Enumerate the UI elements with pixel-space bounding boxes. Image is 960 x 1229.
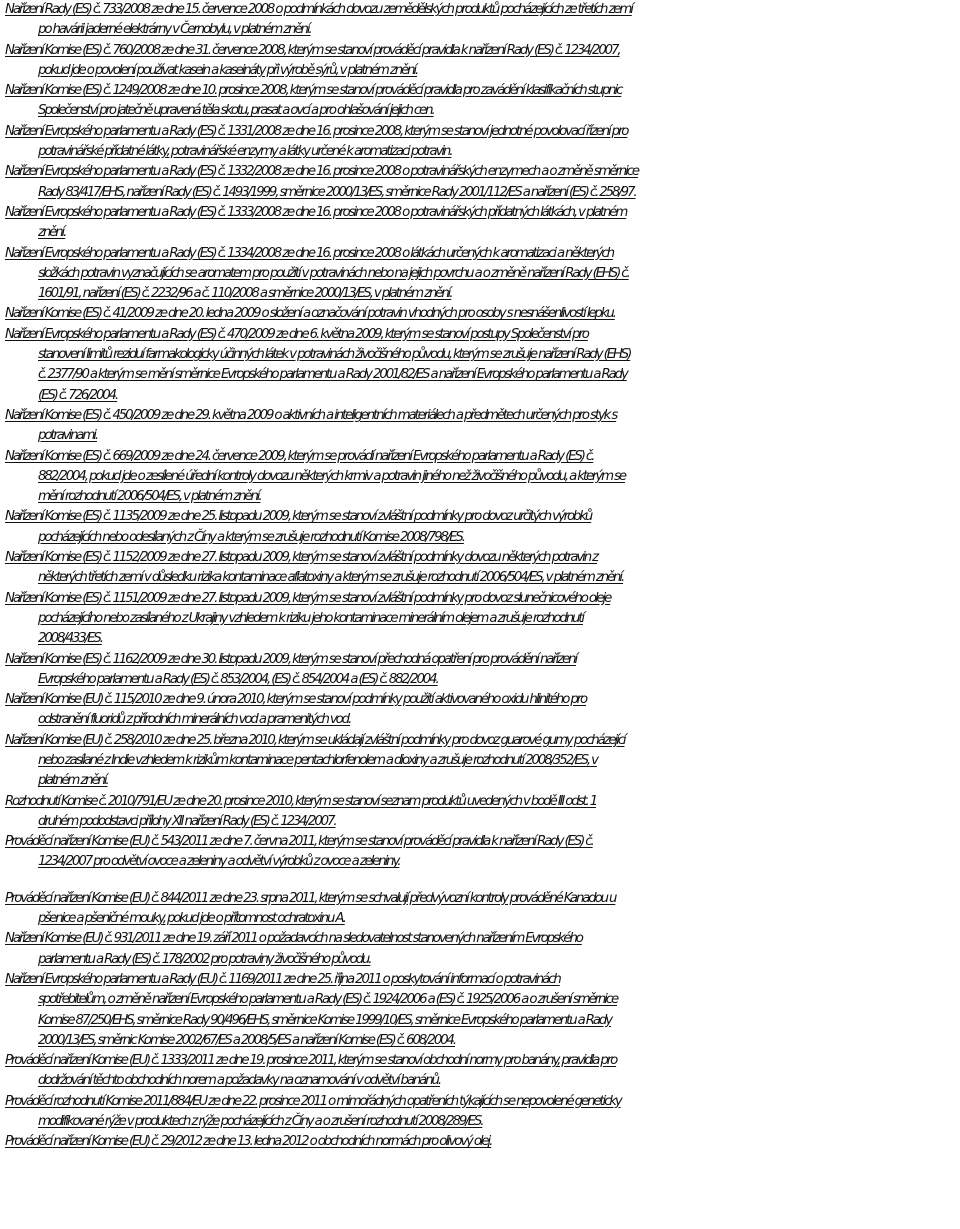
regulation-continuation-line[interactable]: 2008/433/ES. [38,631,102,647]
regulation-continuation-line[interactable]: pšenice a pšeničné mouky, pokud jde o přítomnost ochratoxinu A. [38,911,345,927]
regulation-continuation-line[interactable]: potravinářské přídatné látky, potravinářské enzymy a látky určené k aromatizaci potravin. [38,144,452,160]
regulation-entry[interactable] [5,203,960,244]
regulation-title-line[interactable]: Nařízení Evropského parlamentu a Rady (ES) č. 1333/2008 ze dne 16. prosince 2008 o potravinářských přídatných látkách, v platném [5,204,627,220]
regulation-entry[interactable] [5,548,960,589]
regulation-entry[interactable] [5,81,960,122]
regulation-title-line[interactable]: Nařízení Komise (EU) č. 258/2010 ze dne 25. března 2010, kterým se ukládají zvláštní podmínky pro dovoz guarové gumy pocházející [5,732,625,748]
regulation-entry[interactable] [5,690,960,731]
regulation-continuation-line[interactable]: mění rozhodnutí 2006/504/ES, v platném znění. [38,489,261,505]
regulation-entry[interactable] [5,244,960,305]
regulation-entry[interactable] [5,832,960,873]
regulation-continuation-line[interactable]: po havárii jaderné elektrárny v Černobylu, v platném znění. [38,22,311,38]
regulation-title-line[interactable]: Nařízení Komise (ES) č. 450/2009 ze dne 29. května 2009 o aktivních a inteligentních materiálech a předmětech určených pro styk s [5,407,617,423]
regulation-entry[interactable] [5,41,960,82]
regulation-title-line[interactable]: Nařízení Evropského parlamentu a Rady (ES) č. 1334/2008 ze dne 16. prosince 2008 o látkách určených k aromatizaci a některých [5,245,613,261]
regulation-continuation-line[interactable]: potravinami. [38,428,97,444]
regulation-entry[interactable] [5,1092,960,1133]
regulation-entry[interactable] [5,507,960,548]
regulation-title-line[interactable]: Nařízení Komise (EU) č. 115/2010 ze dne 9. února 2010, kterým se stanoví podmínky použití aktivovaného oxidu hlinitého pro [5,692,587,708]
regulation-title-line[interactable]: Nařízení Evropského parlamentu a Rady (ES) č. 470/2009 ze dne 6. května 2009, kterým se stanoví postupy Společenství pro [5,326,588,342]
regulation-title-line[interactable]: Nařízení Komise (ES) č. 1151/2009 ze dne 27. listopadu 2009, kterým se stanoví zvláštní podmínky pro dovoz slunečnicového oleje [5,590,611,606]
regulation-title-line[interactable]: Nařízení Komise (EU) č. 931/2011 ze dne 19. září 2011 o požadavcích na sledovatelnost stanovených nařízením Evropského [5,931,582,947]
regulation-continuation-line[interactable]: pokud jde o povolení používat kasein a kaseináty při výrobě sýrů, v platném znění. [38,62,418,78]
regulation-entry[interactable] [5,650,960,691]
regulation-title-line[interactable]: Nařízení Evropského parlamentu a Rady (ES) č. 1332/2008 ze dne 16. prosince 2008 o potravinářských enzymech a o změně směrnice [5,164,638,180]
regulation-entry[interactable] [5,1132,960,1152]
regulation-title-line[interactable]: Prováděcí nařízení Komise (EU) č. 1333/2011 ze dne 19. prosince 2011, kterým se stanoví obchodní normy pro banány, pravidla pro [5,1053,617,1069]
regulation-continuation-line[interactable]: Rady 83/417/EHS, nařízení Rady (ES) č. 1493/1999, směrnice 2000/13/ES, směrnice Rady 2001/112/ES a nařízení (ES) č. 258/97. [38,184,636,200]
regulation-title-line[interactable]: Nařízení Komise (ES) č. 1135/2009 ze dne 25. listopadu 2009, kterým se stanoví zvláštní podmínky pro dovoz určitých výrobků [5,509,592,525]
regulation-continuation-line[interactable]: pocházejících nebo odesílaných z Číny a kterým se zrušuje rozhodnutí Komise 2008/798/ES. [38,529,464,545]
regulation-continuation-line[interactable]: Komise 87/250/EHS, směrnice Rady 90/496/EHS, směrnice Komise 1999/10/ES, směrnice Evropského parlamentu a Rady [38,1012,611,1028]
regulation-title-line[interactable]: Nařízení Komise (ES) č. 1249/2008 ze dne 10. prosince 2008, kterým se stanoví prováděcí pravidla pro zavádění klasifikačních stupnic [5,83,622,99]
regulation-title-line[interactable]: Nařízení Rady (ES) č. 733/2008 ze dne 15. července 2008 o podmínkách dovozu zemědělských produktů pocházejících ze třetích zemí [5,2,632,17]
regulation-title-line[interactable]: Nařízení Komise (ES) č. 760/2008 ze dne 31. července 2008, kterým se stanoví prováděcí pravidla k nařízení Rady (ES) č. 1234/2007, [5,42,620,58]
regulation-continuation-line[interactable]: č. 2377/90 a kterým se mění směrnice Evropského parlamentu a Rady 2001/82/ES a nařízení Evropského parlamentu a Rady [38,367,627,383]
regulation-title-line[interactable]: Nařízení Komise (ES) č. 41/2009 ze dne 20. ledna 2009 o složení a označování potravin vhodných pro osoby s nesnášenlivostí lepku. [5,306,615,322]
regulation-title-line[interactable]: Nařízení Komise (ES) č. 1162/2009 ze dne 30. listopadu 2009, kterým se stanoví přechodná opatření pro provádění nařízení [5,651,577,667]
regulation-title-line[interactable]: Prováděcí nařízení Komise (EU) č. 543/2011 ze dne 7. června 2011, kterým se stanoví prováděcí pravidla k nařízení Rady (ES) č. [5,834,593,850]
regulation-entry[interactable] [5,0,960,41]
regulation-continuation-line[interactable]: 882/2004, pokud jde o zesílené úřední kontroly dovozu některých krmiv a potravin jiného než živočišného původu, a kterým se [38,468,625,484]
regulation-continuation-line[interactable]: (ES) č. 726/2004. [38,387,118,403]
regulation-entry[interactable] [5,970,960,1051]
regulation-title-line[interactable]: Nařízení Evropského parlamentu a Rady (ES) č. 1331/2008 ze dne 16. prosince 2008, kterým se stanoví jednotné povolovací řízení pro [5,123,628,139]
regulation-entry[interactable] [5,731,960,792]
regulation-title-line[interactable]: Prováděcí rozhodnutí Komise 2011/884/EU ze dne 22. prosince 2011 o mimořádných opatřeních týkajících se nepovolené geneticky [5,1093,621,1109]
regulation-entry[interactable] [5,1051,960,1092]
regulation-continuation-line[interactable]: 1601/91, nařízení (ES) č. 2232/96 a č. 110/2008 a směrnice 2000/13/ES, v platném znění. [38,286,452,302]
regulation-title-line[interactable]: Nařízení Evropského parlamentu a Rady (EU) č. 1169/2011 ze dne 25. října 2011 o poskytování informací o potravinách [5,971,560,987]
regulation-entry[interactable] [5,792,960,833]
regulation-continuation-line[interactable]: pocházejícího nebo zasílaného z Ukrajiny vzhledem k riziku jeho kontaminace minerálním olejem a zrušuje rozhodnutí [38,610,583,626]
regulation-entry[interactable] [5,889,960,930]
regulation-title-line[interactable]: Nařízení Komise (ES) č. 1152/2009 ze dne 27. listopadu 2009, kterým se stanoví zvláštní podmínky dovozu některých potravin z [5,550,597,566]
regulation-continuation-line[interactable]: znění. [38,225,66,241]
regulation-continuation-line[interactable]: stanovení limitů reziduí farmakologicky účinných látek v potravinách živočišného původu, kterým se zrušuje nařízení Rady (EHS) [38,347,631,363]
regulation-continuation-line[interactable]: druhém pododstavci přílohy XII nařízení Rady (ES) č. 1234/2007. [38,813,336,829]
regulation-title-line[interactable]: Rozhodnutí Komise č. 2010/791/EU ze dne 20. prosince 2010, kterým se stanoví seznam produktů uvedených v bodě III odst. 1 [5,793,597,809]
regulation-entry[interactable] [5,122,960,163]
regulation-continuation-line[interactable]: modifikované rýže v produktech z rýže pocházejících z Číny a o zrušení rozhodnutí 2008/289/ES. [38,1114,483,1130]
regulation-continuation-line[interactable]: dodržování těchto obchodních norem a požadavky na oznamování v odvětví banánů. [38,1073,440,1089]
regulation-entry[interactable] [5,406,960,447]
regulation-continuation-line[interactable]: platném znění. [38,773,108,789]
regulation-entry[interactable] [5,325,960,406]
regulation-continuation-line[interactable]: některých třetích zemí v důsledku rizika kontaminace aflatoxiny a kterým se zrušuje rozhodnutí 2006/504/ES, v platném znění. [38,570,624,586]
regulation-entry[interactable] [5,304,960,324]
regulation-continuation-line[interactable]: 1234/2007 pro odvětví ovoce a zeleniny a odvětví výrobků z ovoce a zeleniny. [38,854,400,870]
regulation-continuation-line[interactable]: parlamentu a Rady (ES) č. 178/2002 pro potraviny živočišného původu. [38,951,371,967]
regulation-continuation-line[interactable]: odstranění fluoridů z přírodních minerálních vod a pramenitých vod. [38,712,351,728]
regulation-continuation-line[interactable]: Společenství pro jatečně upravená těla skotu, prasat a ovcí a pro ohlašování jejich cen. [38,103,434,119]
regulation-entry[interactable] [5,447,960,508]
regulation-title-line[interactable]: Prováděcí nařízení Komise (EU) č. 844/2011 ze dne 23. srpna 2011, kterým se schvalují předvývozní kontroly prováděné Kanadou u [5,890,616,906]
regulation-entry[interactable] [5,929,960,970]
regulation-continuation-line[interactable]: 2000/13/ES, směrnic Komise 2002/67/ES a 2008/5/ES a nařízení Komise (ES) č. 608/2004. [38,1032,455,1048]
regulation-entry[interactable] [5,162,960,203]
regulation-continuation-line[interactable]: spotřebitelům, o změně nařízení Evropského parlamentu a Rady (ES) č. 1924/2006 a (ES) č. 1925/2006 a o zrušení směrnice [38,992,618,1008]
regulation-title-line[interactable]: Prováděcí nařízení Komise (EU) č. 29/2012 ze dne 13. ledna 2012 o obchodních normách pro olivový olej. [5,1134,492,1150]
regulation-entry[interactable] [5,589,960,650]
regulation-title-line[interactable]: Nařízení Komise (ES) č. 669/2009 ze dne 24. července 2009, kterým se provádí nařízení Evropského parlamentu a Rady (ES) č. [5,448,594,464]
regulation-continuation-line[interactable]: nebo zasílané z Indie vzhledem k rizikům kontaminace pentachlorfenolem a dioxiny a zrušuje rozhodnutí 2008/352/ES, v [38,752,597,768]
regulation-continuation-line[interactable]: složkách potravin vyznačujících se aromatem pro použití v potravinách nebo na jejich povrchu a o změně nařízení Rady (EHS) č. [38,265,629,281]
regulation-continuation-line[interactable]: Evropského parlamentu a Rady (ES) č. 853/2004, (ES) č. 854/2004 a (ES) č. 882/2004. [38,671,438,687]
